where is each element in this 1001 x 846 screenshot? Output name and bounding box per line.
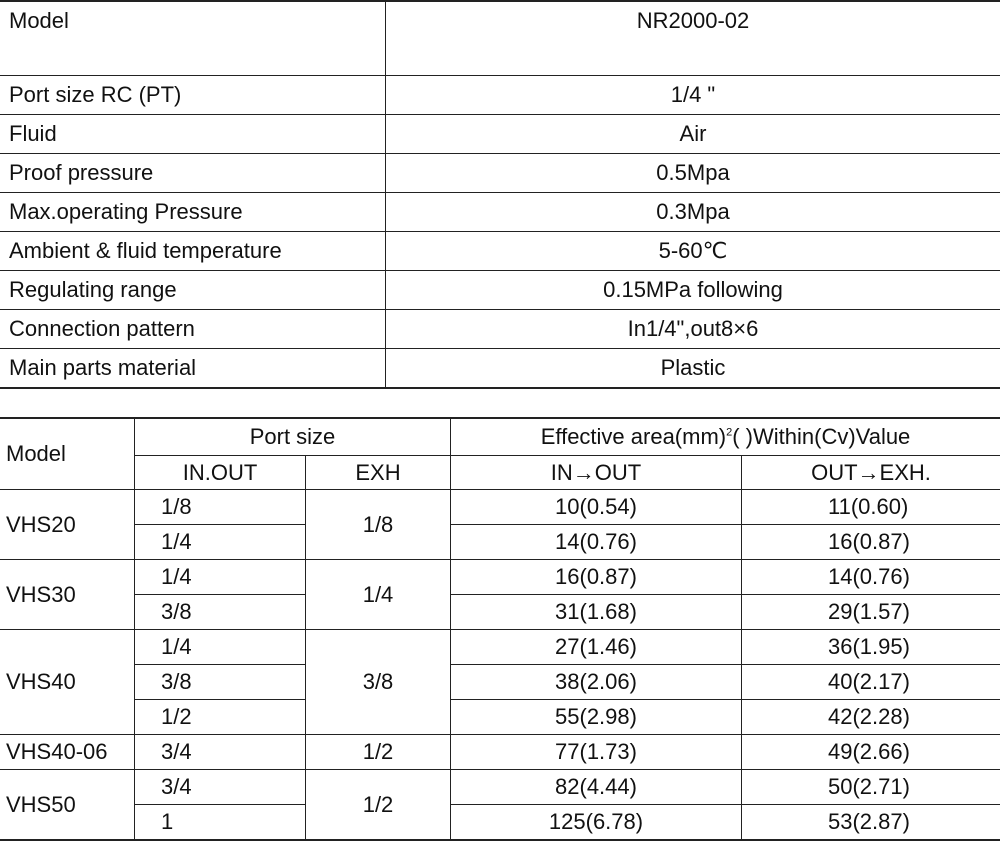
spec-row-model	[0, 1, 1000, 76]
model-cell: VHS40	[0, 630, 135, 735]
header-row	[0, 418, 1000, 456]
in-out-cell: 1/8	[135, 490, 306, 525]
header-in-to-out: IN→OUT	[451, 456, 742, 490]
table-row	[0, 490, 1000, 525]
spec-value: In1/4",out8×6	[386, 310, 1001, 349]
model-cell: VHS20	[0, 490, 135, 560]
spec-value: Air	[386, 115, 1001, 154]
spec-value: 5-60℃	[386, 232, 1001, 271]
table-row	[0, 595, 1000, 630]
out-to-exh-cell: 53(2.87)	[742, 805, 1001, 841]
spec-label: Proof pressure	[0, 154, 386, 193]
in-out-cell: 3/4	[135, 770, 306, 805]
exh-cell: 1/8	[306, 490, 451, 560]
out-to-exh-cell: 36(1.95)	[742, 630, 1001, 665]
spec-label: Connection pattern	[0, 310, 386, 349]
in-to-out-cell: 55(2.98)	[451, 700, 742, 735]
flow-table	[0, 417, 1000, 841]
model-cell: VHS50	[0, 770, 135, 841]
in-out-cell: 3/8	[135, 665, 306, 700]
spec-value: 0.5Mpa	[386, 154, 1001, 193]
header-exh: EXH	[306, 456, 451, 490]
spec-table	[0, 0, 1000, 389]
in-out-cell: 1	[135, 805, 306, 841]
spec-row	[0, 232, 1000, 271]
spec-row	[0, 115, 1000, 154]
exh-cell: 1/4	[306, 560, 451, 630]
in-out-cell: 1/4	[135, 630, 306, 665]
table-row	[0, 525, 1000, 560]
effective-area-prefix: Effective area(mm)	[540, 424, 727, 449]
out-to-exh-cell: 29(1.57)	[742, 595, 1001, 630]
table-row	[0, 735, 1000, 770]
spec-value: 0.3Mpa	[386, 193, 1001, 232]
header-model: Model	[0, 418, 135, 490]
model-cell: VHS30	[0, 560, 135, 630]
in-out-cell: 1/4	[135, 560, 306, 595]
spec-label: Ambient & fluid temperature	[0, 232, 386, 271]
spec-value: 1/4 "	[386, 76, 1001, 115]
header-row	[0, 456, 1000, 490]
header-effective-area	[451, 418, 1001, 456]
in-to-out-cell: 14(0.76)	[451, 525, 742, 560]
effective-area-suffix: ( )Within(Cv)Value	[732, 424, 911, 449]
in-to-out-cell: 31(1.68)	[451, 595, 742, 630]
spec-value: NR2000-02	[636, 8, 750, 33]
spec-row	[0, 193, 1000, 232]
out-to-exh-cell: 11(0.60)	[742, 490, 1001, 525]
in-to-out-cell: 27(1.46)	[451, 630, 742, 665]
spec-value: 0.15MPa following	[386, 271, 1001, 310]
in-to-out-cell: 125(6.78)	[451, 805, 742, 841]
table-row	[0, 770, 1000, 805]
out-to-exh-cell: 16(0.87)	[742, 525, 1001, 560]
in-to-out-cell: 82(4.44)	[451, 770, 742, 805]
spec-value: Plastic	[386, 349, 1001, 389]
in-to-out-cell: 77(1.73)	[451, 735, 742, 770]
table-row	[0, 630, 1000, 665]
exh-cell: 1/2	[306, 735, 451, 770]
spec-label: Regulating range	[0, 271, 386, 310]
spec-row	[0, 154, 1000, 193]
in-to-out-cell: 38(2.06)	[451, 665, 742, 700]
header-port-size: Port size	[135, 418, 451, 456]
in-out-cell: 3/8	[135, 595, 306, 630]
in-out-cell: 3/4	[135, 735, 306, 770]
spec-row	[0, 310, 1000, 349]
spec-label: Model	[0, 1, 386, 76]
spec-label: Main parts material	[0, 349, 386, 389]
exh-cell: 3/8	[306, 630, 451, 735]
out-to-exh-cell: 42(2.28)	[742, 700, 1001, 735]
in-to-out-cell: 16(0.87)	[451, 560, 742, 595]
table-row	[0, 805, 1000, 841]
model-cell: VHS40-06	[0, 735, 135, 770]
in-out-cell: 1/2	[135, 700, 306, 735]
exh-cell: 1/2	[306, 770, 451, 841]
in-to-out-cell: 10(0.54)	[451, 490, 742, 525]
table-row	[0, 700, 1000, 735]
out-to-exh-cell: 14(0.76)	[742, 560, 1001, 595]
header-in-out: IN.OUT	[135, 456, 306, 490]
table-row	[0, 560, 1000, 595]
effective-area-sup: 2	[726, 426, 733, 439]
spec-label: Fluid	[0, 115, 386, 154]
out-to-exh-cell: 49(2.66)	[742, 735, 1001, 770]
in-out-cell: 1/4	[135, 525, 306, 560]
header-out-to-exh: OUT→EXH.	[742, 456, 1001, 490]
spec-row	[0, 271, 1000, 310]
spec-label: Port size RC (PT)	[0, 76, 386, 115]
out-to-exh-cell: 40(2.17)	[742, 665, 1001, 700]
spec-row	[0, 349, 1000, 389]
spec-row	[0, 76, 1000, 115]
table-row	[0, 665, 1000, 700]
out-to-exh-cell: 50(2.71)	[742, 770, 1001, 805]
spec-label: Max.operating Pressure	[0, 193, 386, 232]
